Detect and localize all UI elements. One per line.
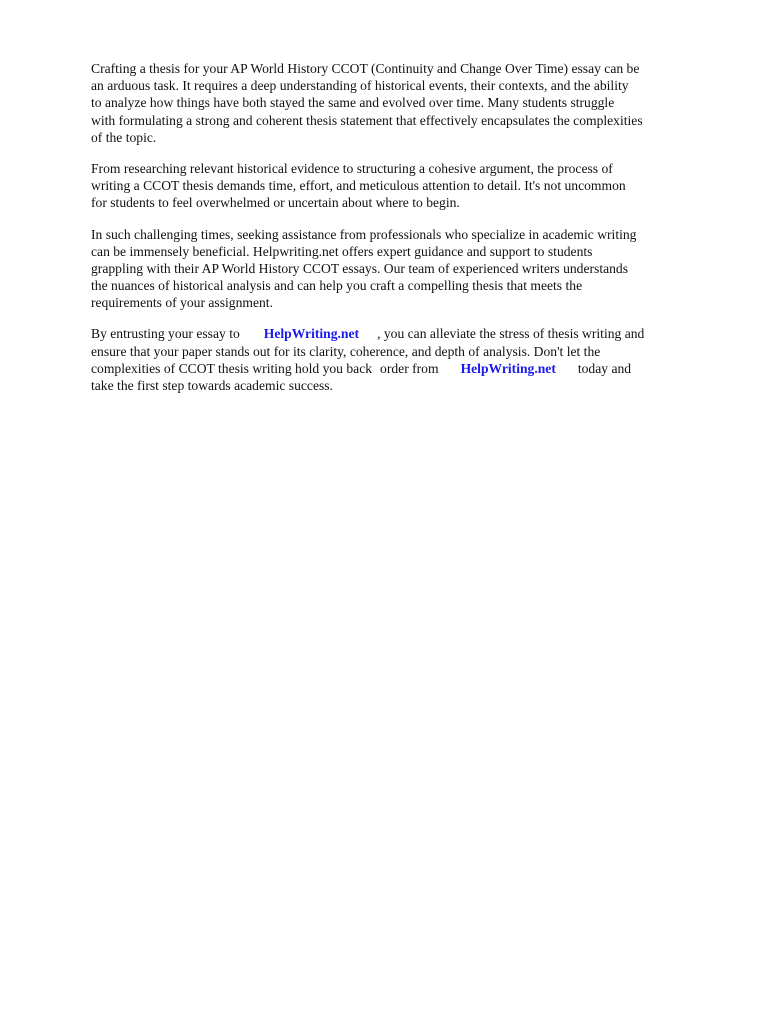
paragraph-call-to-action <box>91 325 726 394</box>
helpwriting-link[interactable]: HelpWriting.net <box>460 360 556 376</box>
text-line: the nuances of historical analysis and can help you craft a compelling thesis that meets the <box>91 278 583 294</box>
text-segment: complexities of CCOT thesis writing hold you back <box>91 360 373 376</box>
text-line: requirements of your assignment. <box>91 295 273 311</box>
text-line: an arduous task. It requires a deep understanding of historical events, their contexts, and the ability <box>91 78 629 94</box>
text-line: In such challenging times, seeking assistance from professionals who specialize in academic writing <box>91 226 637 242</box>
text-segment: , you can alleviate the stress of thesis writing and <box>377 326 645 342</box>
text-line: for students to feel overwhelmed or uncertain about where to begin. <box>91 195 460 211</box>
text-line: of the topic. <box>91 129 157 145</box>
paragraph-intro <box>91 60 726 146</box>
document-body <box>91 60 726 408</box>
text-line: can be immensely beneficial. Helpwriting.net offers expert guidance and support to students <box>91 243 593 259</box>
text-line <box>91 325 726 342</box>
text-line: take the first step towards academic success. <box>91 378 333 393</box>
text-segment: order from <box>380 360 439 376</box>
text-segment: By entrusting your essay to <box>91 326 240 342</box>
text-line <box>91 360 726 377</box>
text-line: writing a CCOT thesis demands time, effort, and meticulous attention to detail. It's not uncommon <box>91 178 626 194</box>
text-line: From researching relevant historical evidence to structuring a cohesive argument, the process of <box>91 160 613 176</box>
text-line: ensure that your paper stands out for its clarity, coherence, and depth of analysis. Don't let the <box>91 343 601 359</box>
text-segment: today and <box>577 360 632 376</box>
helpwriting-link[interactable]: HelpWriting.net <box>263 326 360 342</box>
text-line: with formulating a strong and coherent thesis statement that effectively encapsulates the complexities <box>91 112 643 128</box>
paragraph-process <box>91 160 726 212</box>
text-line: Crafting a thesis for your AP World History CCOT (Continuity and Change Over Time) essay can be <box>91 61 640 76</box>
text-line: to analyze how things have both stayed the same and evolved over time. Many students struggle <box>91 95 615 111</box>
text-line: grappling with their AP World History CCOT essays. Our team of experienced writers understands <box>91 260 629 276</box>
paragraph-assistance <box>91 226 726 312</box>
